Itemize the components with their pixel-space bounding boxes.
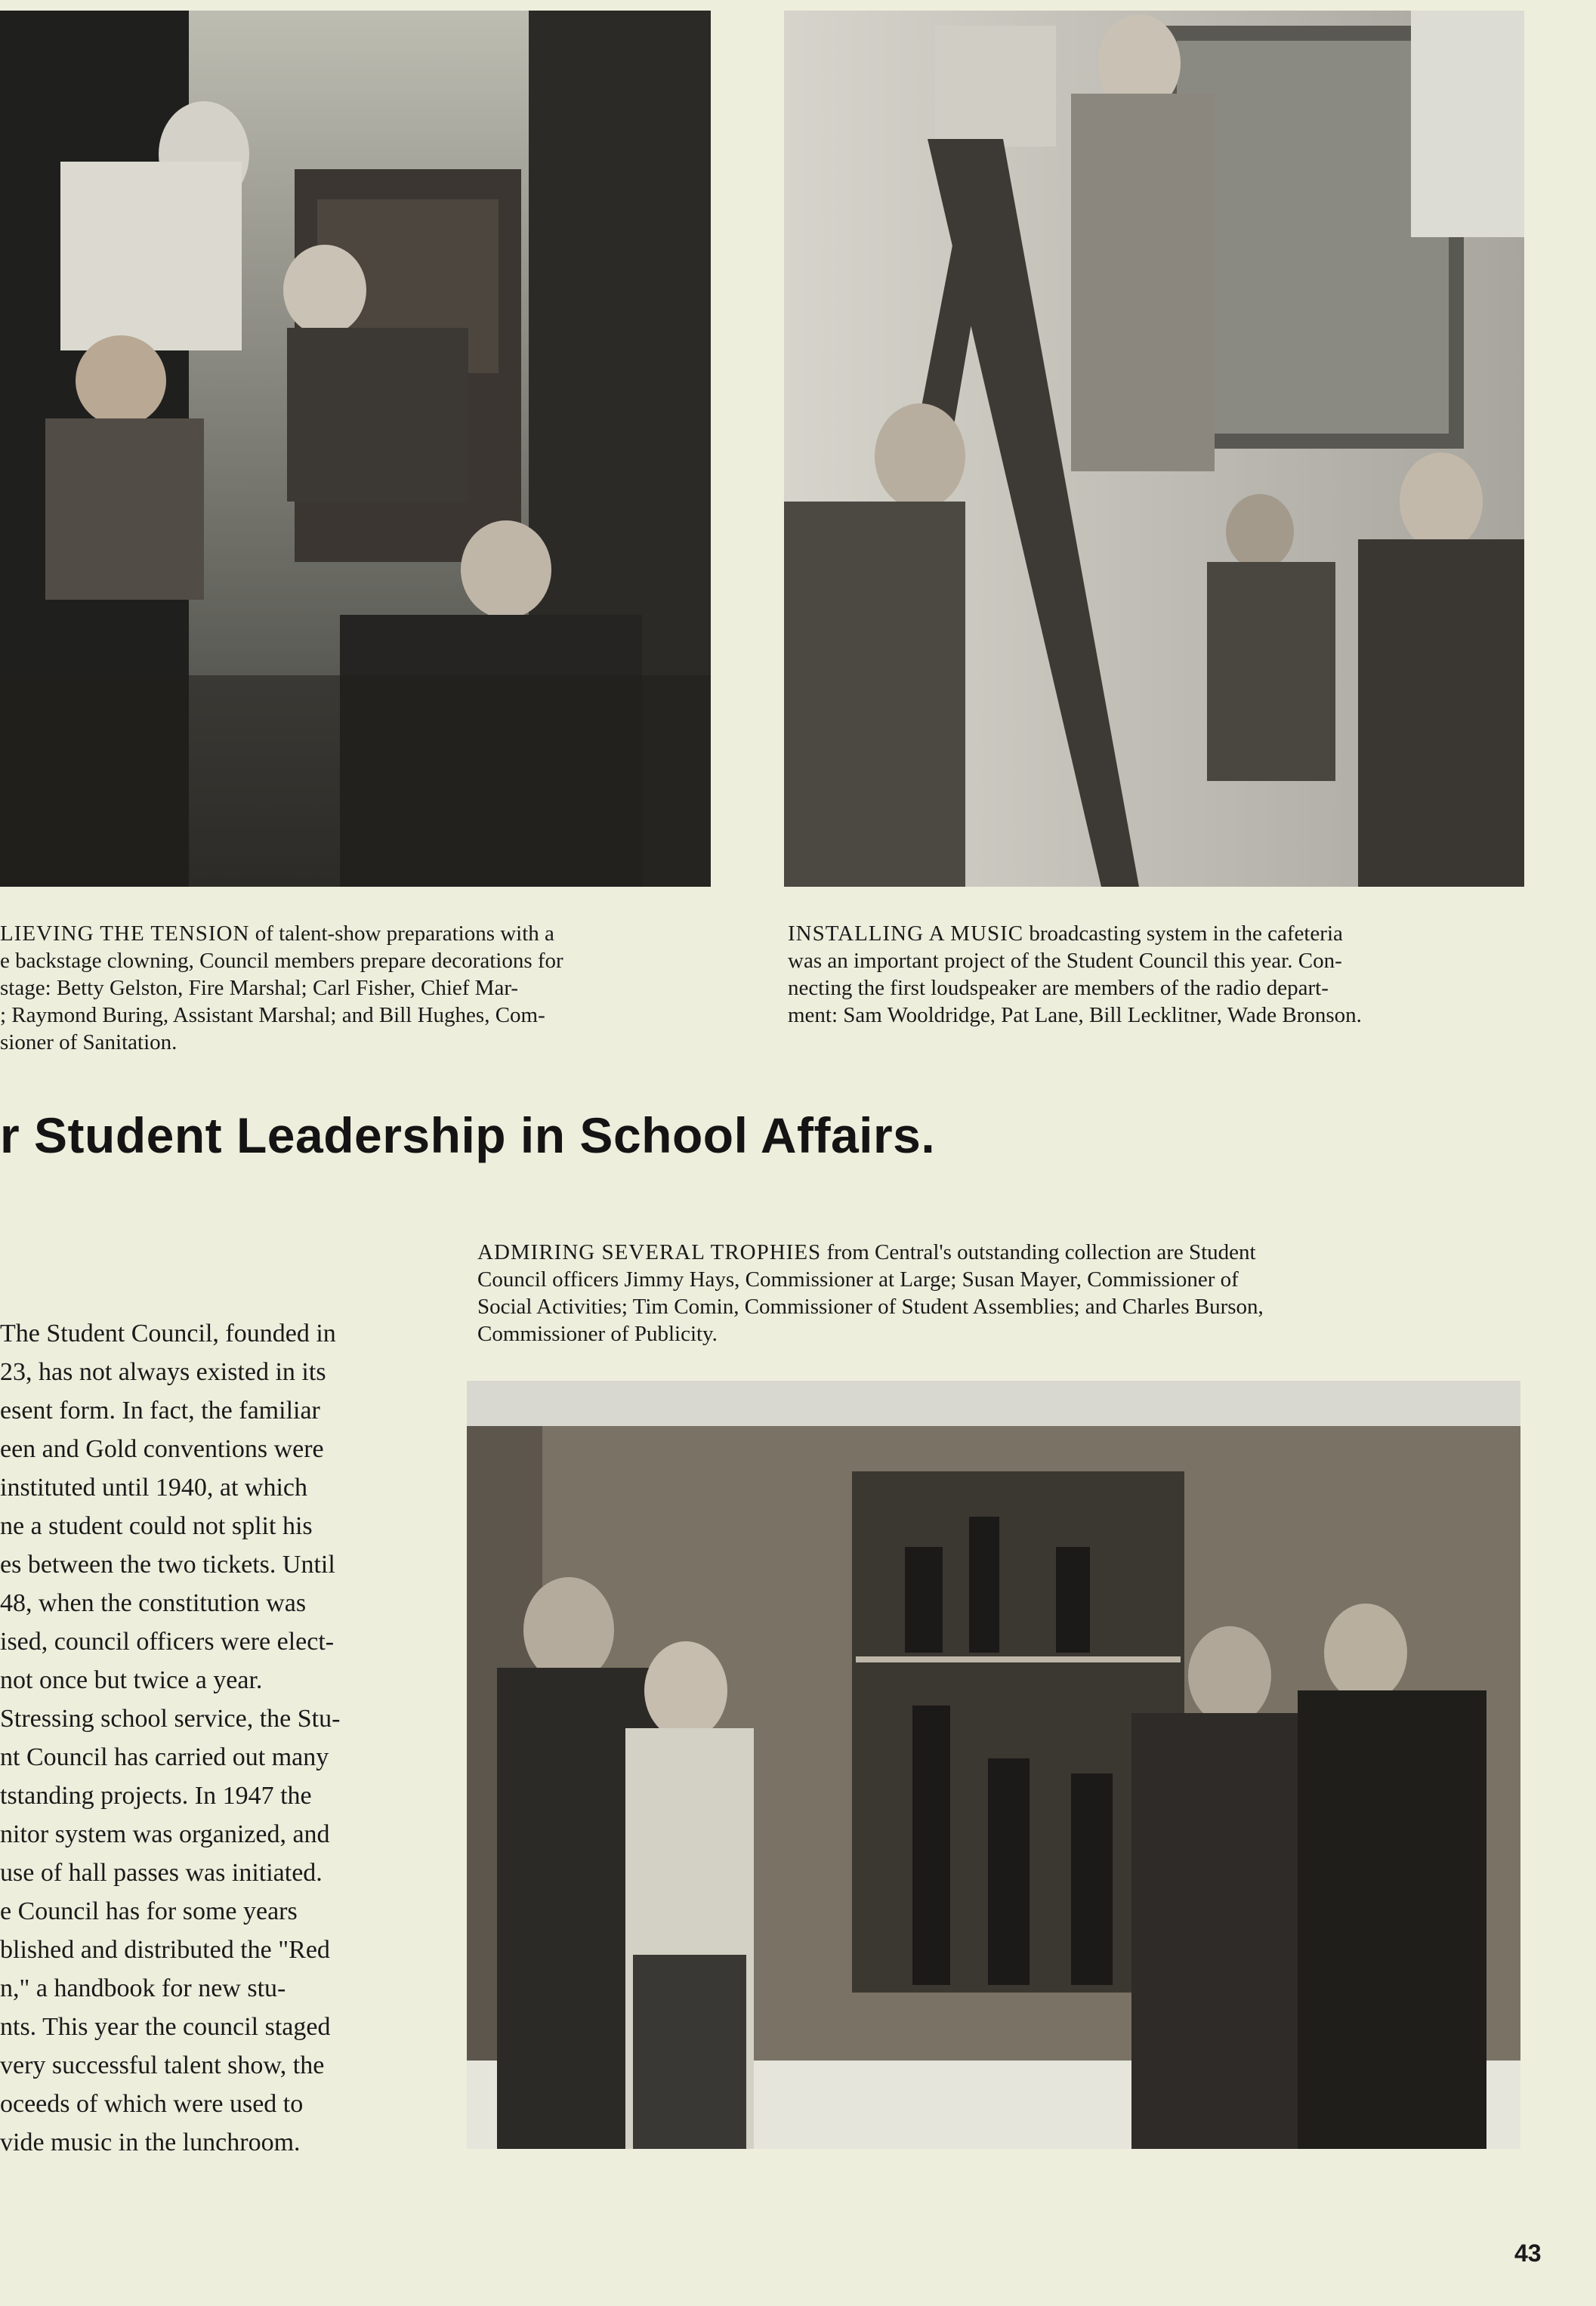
article-body <box>0 1314 415 2162</box>
music-caption <box>788 920 1520 1029</box>
music-caption-line: ment: Sam Wooldridge, Pat Lane, Bill Lecklitner, Wade Bronson. <box>788 1003 1362 1027</box>
backstage-caption-lead: LIEVING THE TENSION <box>0 921 250 946</box>
body-line: 48, when the constitution was <box>0 1589 307 1617</box>
backstage-caption-line: e backstage clowning, Council members prepare decorations for <box>0 949 563 973</box>
body-line: een and Gold conventions were <box>0 1435 324 1463</box>
body-line: 23, has not always existed in its <box>0 1358 326 1386</box>
backstage-caption-line: of talent-show preparations with a <box>249 921 554 946</box>
music-caption-line: necting the first loudspeaker are members of the radio depart- <box>788 976 1329 1000</box>
backstage-caption <box>0 920 714 1056</box>
body-line: instituted until 1940, at which <box>0 1474 308 1502</box>
music-caption-line: broadcasting system in the cafeteria <box>1023 921 1343 946</box>
body-line: tstanding projects. In 1947 the <box>0 1782 312 1810</box>
body-line: blished and distributed the "Red <box>0 1936 330 1964</box>
music-installation-photo-image <box>784 11 1524 887</box>
body-line: n," a handbook for new stu- <box>0 1974 286 2002</box>
body-line: ne a student could not split his <box>0 1512 313 1540</box>
body-line: es between the two tickets. Until <box>0 1551 335 1579</box>
section-headline: r Student Leadership in School Affairs. <box>0 1107 936 1163</box>
body-line: esent form. In fact, the familiar <box>0 1397 320 1425</box>
body-line: vide music in the lunchroom. <box>0 2128 301 2156</box>
body-line: not once but twice a year. <box>0 1666 263 1694</box>
body-line: Stressing school service, the Stu- <box>0 1705 341 1733</box>
music-caption-line: was an important project of the Student Council this year. Con- <box>788 949 1342 973</box>
page-number: 43 <box>1514 2240 1542 2267</box>
trophies-caption-line: from Central's outstanding collection are Student <box>821 1240 1256 1264</box>
music-installation-photo <box>784 11 1524 887</box>
body-line: nitor system was organized, and <box>0 1820 330 1848</box>
body-line: nts. This year the council staged <box>0 2013 331 2041</box>
backstage-caption-line: sioner of Sanitation. <box>0 1030 178 1054</box>
trophies-caption-line: Council officers Jimmy Hays, Commissioner at Large; Susan Mayer, Commissioner of <box>477 1267 1239 1292</box>
trophies-photo-image <box>467 1381 1520 2149</box>
backstage-photo-image <box>0 11 711 887</box>
backstage-photo <box>0 11 711 887</box>
trophies-caption-line: Commissioner of Publicity. <box>477 1322 718 1346</box>
trophies-caption-lead: ADMIRING SEVERAL TROPHIES <box>477 1240 822 1264</box>
trophies-photo <box>467 1381 1520 2149</box>
body-line: use of hall passes was initiated. <box>0 1859 323 1887</box>
trophies-caption-line: Social Activities; Tim Comin, Commissioner of Student Assemblies; and Charles Burson, <box>477 1295 1264 1319</box>
body-line: ised, council officers were elect- <box>0 1628 335 1656</box>
body-line: The Student Council, founded in <box>0 1320 336 1347</box>
body-line: e Council has for some years <box>0 1897 298 1925</box>
backstage-caption-line: stage: Betty Gelston, Fire Marshal; Carl Fisher, Chief Mar- <box>0 976 519 1000</box>
body-line: nt Council has carried out many <box>0 1743 329 1771</box>
music-caption-lead: INSTALLING A MUSIC <box>788 921 1024 946</box>
backstage-caption-line: ; Raymond Buring, Assistant Marshal; and Bill Hughes, Com- <box>0 1003 545 1027</box>
trophies-caption <box>477 1239 1516 1347</box>
body-line: very successful talent show, the <box>0 2051 325 2079</box>
body-line: oceeds of which were used to <box>0 2090 304 2118</box>
